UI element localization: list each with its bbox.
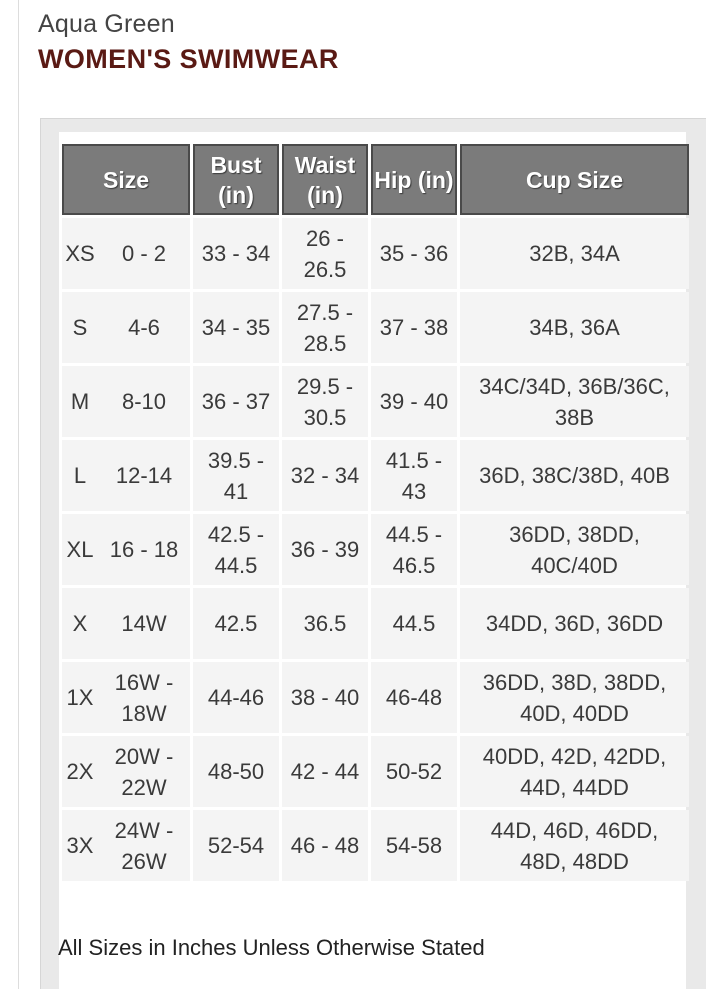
table-row (62, 736, 689, 807)
cell-hip (371, 514, 457, 585)
size-number-text: 4-6 (128, 315, 160, 340)
cell-cup-size-text: 40D, 40DD (520, 700, 629, 726)
cell-waist-text: 32 - 34 (290, 463, 360, 488)
cell-waist (282, 810, 368, 881)
size-table (59, 141, 692, 884)
size-number-text: 16 - 18 (109, 537, 179, 562)
cell-waist-text: 26 - (306, 225, 344, 251)
cell-cup-size-text: 40C/40D (531, 552, 618, 578)
cell-size (62, 292, 190, 363)
cell-waist-text: 46 - 48 (290, 833, 360, 858)
table-row (62, 218, 689, 289)
cell-waist-text: 38 - 40 (290, 685, 360, 710)
cell-cup-size (460, 366, 689, 437)
cell-cup-size (460, 440, 689, 511)
table-header-row (62, 144, 689, 215)
cell-hip (371, 588, 457, 659)
table-row (62, 514, 689, 585)
cell-waist-text: 36.5 (303, 611, 347, 636)
size-number-text: 26W (121, 848, 167, 874)
cell-waist (282, 514, 368, 585)
cell-hip (371, 218, 457, 289)
size-number (98, 815, 190, 877)
cell-waist-text: 26.5 (303, 256, 347, 282)
cell-hip-text: 39 - 40 (379, 389, 449, 414)
cell-hip-text: 41.5 - (385, 447, 443, 473)
cell-hip (371, 366, 457, 437)
cell-bust (193, 810, 279, 881)
cell-waist (282, 218, 368, 289)
cell-hip-text: 44.5 - (385, 521, 443, 547)
cell-waist-text: 42 - 44 (290, 759, 360, 784)
cell-size (62, 810, 190, 881)
cell-waist-text: 36 - 39 (290, 537, 360, 562)
cell-cup-size (460, 218, 689, 289)
cell-hip (371, 810, 457, 881)
size-letter: XS (65, 241, 95, 266)
size-letter: 2X (66, 759, 94, 784)
cell-bust-text: 42.5 - (207, 521, 265, 547)
cell-bust (193, 440, 279, 511)
cell-cup-size-text: 36D, 38C/38D, 40B (479, 463, 670, 488)
size-number (98, 608, 190, 639)
cell-bust-text: 41 (223, 478, 249, 504)
cell-hip-text: 43 (401, 478, 427, 504)
cell-cup-size-text: 44D, 44DD (520, 774, 629, 800)
size-letter: L (73, 463, 87, 488)
table-row (62, 440, 689, 511)
table-row (62, 662, 689, 733)
header-size-label: Size (102, 166, 150, 193)
cell-bust-text: 52-54 (207, 833, 265, 858)
cell-hip-text: 50-52 (385, 759, 443, 784)
size-letter: M (70, 389, 90, 414)
cell-cup-size-text: 36DD, 38D, 38DD, (482, 669, 667, 695)
cell-bust-text: 44.5 (214, 552, 258, 578)
cell-cup-size (460, 588, 689, 659)
cell-cup-size-text: 44D, 46D, 46DD, (490, 817, 659, 843)
size-number-text: 0 - 2 (121, 241, 167, 266)
size-letter: 3X (66, 833, 94, 858)
cell-waist (282, 440, 368, 511)
footnote: All Sizes in Inches Unless Otherwise Stated (58, 935, 485, 960)
cell-waist (282, 292, 368, 363)
cell-cup-size (460, 662, 689, 733)
cell-bust-text: 36 - 37 (201, 389, 271, 414)
size-number (98, 238, 190, 269)
size-number-text: 12-14 (115, 463, 173, 488)
size-letter: X (72, 611, 88, 636)
left-divider (18, 0, 19, 989)
header-hip-label: Hip (in) (374, 166, 454, 193)
cell-bust (193, 218, 279, 289)
size-number (98, 534, 190, 565)
table-row (62, 588, 689, 659)
cell-bust-text: 34 - 35 (201, 315, 271, 340)
cell-cup-size (460, 810, 689, 881)
size-letter: S (72, 315, 88, 340)
cell-cup-size (460, 736, 689, 807)
size-number (98, 312, 190, 343)
cell-hip-text: 46.5 (392, 552, 436, 578)
cell-bust-text: 42.5 (214, 611, 258, 636)
cell-waist-text: 30.5 (303, 404, 347, 430)
table-body (62, 218, 689, 881)
size-number (98, 386, 190, 417)
cell-cup-size-text: 34B, 36A (529, 315, 620, 340)
size-number-text: 14W (121, 611, 167, 636)
cell-cup-size (460, 292, 689, 363)
cell-bust-text: 44-46 (207, 685, 265, 710)
table-row (62, 366, 689, 437)
size-number-text: 8-10 (121, 389, 167, 414)
header-hip (371, 144, 457, 215)
cell-waist (282, 736, 368, 807)
header-waist-line2: (in) (307, 181, 343, 208)
size-letter: XL (66, 537, 94, 562)
cell-hip-text: 44.5 (392, 611, 436, 636)
cell-cup-size (460, 514, 689, 585)
cell-hip (371, 440, 457, 511)
cell-hip (371, 292, 457, 363)
page-title: WOMEN'S SWIMWEAR (38, 44, 339, 74)
cell-cup-size-text: 40DD, 42D, 42DD, (482, 743, 667, 769)
cell-bust (193, 662, 279, 733)
cell-hip-text: 46-48 (385, 685, 443, 710)
cell-waist-text: 29.5 - (296, 373, 354, 399)
cell-bust-text: 33 - 34 (201, 241, 271, 266)
size-number-text: 22W (121, 774, 167, 800)
cell-size (62, 736, 190, 807)
cell-hip-text: 54-58 (385, 833, 443, 858)
cell-cup-size-text: 32B, 34A (529, 241, 620, 266)
size-letter: 1X (66, 685, 94, 710)
cell-bust (193, 588, 279, 659)
header-bust-line1: Bust (210, 151, 262, 178)
cell-hip (371, 736, 457, 807)
cell-bust-text: 39.5 - (207, 447, 265, 473)
cell-size (62, 662, 190, 733)
cell-waist-text: 28.5 (303, 330, 347, 356)
cell-size (62, 218, 190, 289)
cell-cup-size-text: 36DD, 38DD, (509, 521, 640, 547)
cell-bust (193, 736, 279, 807)
cell-size (62, 366, 190, 437)
cell-bust (193, 514, 279, 585)
header-waist (282, 144, 368, 215)
size-number (98, 741, 190, 803)
table-row (62, 810, 689, 881)
size-number-text: 20W - (114, 743, 174, 769)
cell-waist (282, 588, 368, 659)
cell-bust (193, 292, 279, 363)
cell-hip-text: 35 - 36 (379, 241, 449, 266)
cell-waist-text: 27.5 - (296, 299, 354, 325)
size-number-text: 24W - (114, 817, 174, 843)
cell-hip (371, 662, 457, 733)
size-number (98, 460, 190, 491)
cell-waist (282, 662, 368, 733)
cell-bust (193, 366, 279, 437)
size-number-text: 16W - (114, 669, 174, 695)
cell-cup-size-text: 34C/34D, 36B/36C, (479, 373, 670, 399)
cell-cup-size-text: 38B (554, 404, 595, 430)
table-row (62, 292, 689, 363)
cell-size (62, 588, 190, 659)
header-cup-size (460, 144, 689, 215)
header-cup-label: Cup Size (525, 166, 624, 193)
brand-name: Aqua Green (38, 10, 175, 38)
size-number (98, 667, 190, 729)
cell-cup-size-text: 48D, 48DD (520, 848, 629, 874)
cell-waist (282, 366, 368, 437)
header-bust-line2: (in) (218, 181, 254, 208)
cell-hip-text: 37 - 38 (379, 315, 449, 340)
header-waist-line1: Waist (294, 151, 356, 178)
cell-bust-text: 48-50 (207, 759, 265, 784)
cell-size (62, 514, 190, 585)
size-number-text: 18W (121, 700, 167, 726)
cell-size (62, 440, 190, 511)
header-bust (193, 144, 279, 215)
cell-cup-size-text: 34DD, 36D, 36DD (485, 611, 664, 636)
header-size (62, 144, 190, 215)
